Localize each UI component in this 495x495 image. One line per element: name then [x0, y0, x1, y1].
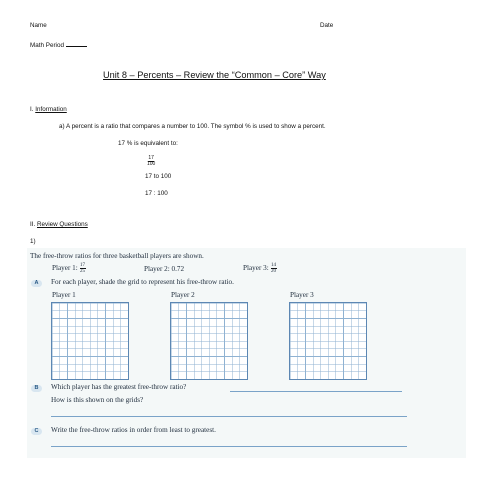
part-b-followup: How is this shown on the grids? [51, 396, 144, 404]
fraction-17-100 [147, 153, 155, 171]
player-3-denominator: 20 [271, 269, 277, 274]
math-period-label: Math Period [30, 42, 64, 49]
section-2-heading [30, 221, 88, 228]
player-3-numerator: 14 [271, 263, 277, 268]
player-2-ratio: Player 2: 0.72 [144, 265, 185, 273]
math-period-field [30, 40, 87, 49]
section-1-title: Information [35, 106, 67, 113]
page-title: Unit 8 – Percents – Review the “Common – Core” Way [103, 70, 326, 80]
ratio-to-form: 17 to 100 [145, 173, 172, 180]
player-1-ratio-label: Player 1: [52, 264, 78, 273]
player-3-ratio [243, 263, 277, 274]
ratio-colon-form: 17 : 100 [145, 190, 168, 197]
part-c-badge: C [31, 428, 42, 435]
hundreds-grid-player-2[interactable] [170, 302, 248, 380]
fraction-numerator: 17 [148, 155, 154, 162]
part-a-badge: A [31, 280, 42, 287]
percent-definition: a) A percent is a ratio that compares a number to 100. The symbol % is used to show a percent. [59, 123, 326, 130]
part-b-text: Which player has the greatest free-throw ratio? [51, 383, 187, 391]
equivalent-intro: 17 % is equivalent to: [118, 140, 178, 147]
player-3-ratio-label: Player 3: [243, 264, 269, 273]
grid-label-player-2: Player 2 [171, 291, 195, 299]
part-b-answer-line[interactable] [230, 391, 402, 392]
name-label: Name [30, 22, 47, 29]
part-a-text: For each player, shade the grid to represent his free-throw ratio. [51, 278, 234, 286]
section-2-number: II. [30, 221, 36, 228]
question-number: 1) [30, 238, 36, 245]
section-1-heading [30, 106, 67, 113]
problem-image [27, 248, 466, 458]
hundreds-grid-player-1[interactable] [51, 302, 129, 380]
player-1-numerator: 17 [80, 263, 86, 268]
section-1-number: I. [30, 106, 34, 113]
date-label: Date [320, 22, 334, 29]
part-c-answer-line[interactable] [51, 446, 407, 447]
player-1-denominator: 25 [80, 269, 86, 274]
section-2-title: Review Questions [37, 221, 88, 228]
part-c-text: Write the free-throw ratios in order from least to greatest. [51, 426, 216, 434]
part-b-followup-answer-line[interactable] [51, 416, 407, 417]
math-period-blank [66, 40, 87, 47]
player-1-ratio [52, 263, 86, 274]
fraction-denominator: 100 [147, 161, 156, 168]
problem-intro: The free-throw ratios for three basketball players are shown. [30, 252, 204, 260]
grid-label-player-3: Player 3 [290, 291, 314, 299]
hundreds-grid-player-3[interactable] [289, 302, 367, 380]
part-b-badge: B [31, 385, 42, 392]
grid-label-player-1: Player 1 [52, 291, 76, 299]
